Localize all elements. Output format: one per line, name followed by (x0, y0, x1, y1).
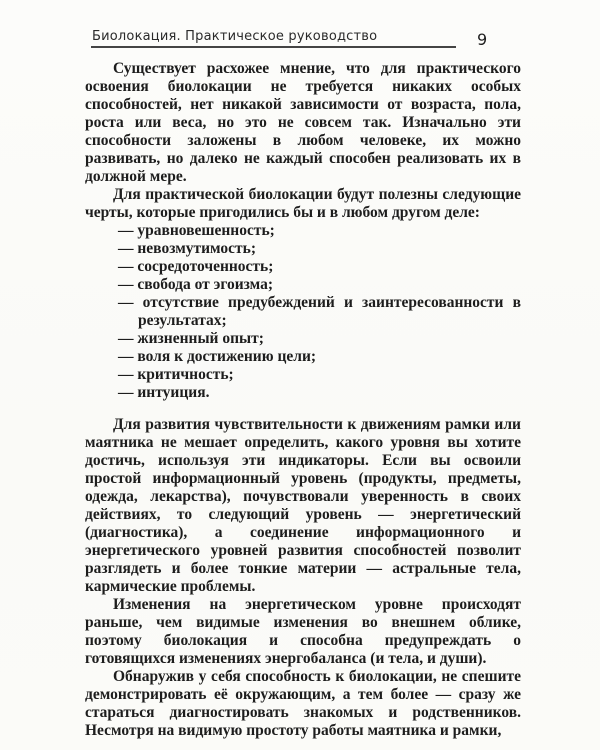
list-item: — отсутствие предубеждений и заинтересованности в результатах; (118, 294, 521, 329)
list-item: — уравновешенность; (118, 222, 275, 239)
list-item: — интуиция. (118, 384, 210, 401)
page-number: 9 (477, 30, 488, 49)
paragraph-list-intro: Для практической биолокации будут полезны следующие черты, которые пригодились бы и в любом другом деле: (85, 186, 521, 221)
paragraph-energy-changes: Изменения на энергетическом уровне происходят раньше, чем видимые изменения во внешнем облике, поэтому биолокация и способна предупреждать о готовящихся изменениях энергобаланса (и тела, и души). (85, 596, 521, 667)
list-item: — невозмутимость; (118, 240, 257, 257)
list-item: — сосредоточенность; (118, 258, 274, 275)
running-header-title: Биолокация. Практическое руководство (92, 29, 378, 44)
trait-list (85, 222, 521, 402)
page-text-block (85, 60, 521, 740)
list-item: — воля к достижению цели; (118, 348, 317, 365)
paragraph-discovered-ability: Обнаружив у себя способность к биолокации, не спешите демонстрировать её окружающим, а тем более — сразу же стараться диагностировать знакомых и родственников. Несмотря на видимую простоту работы маятника и рамки, (85, 668, 521, 739)
paragraph-intro-abilities: Существует расхожее мнение, что для практического освоения биолокации не требуется никаких особых способностей, нет никакой зависимости от возраста, пола, роста или веса, но это не совсем так. Изначально эти способности заложены в любом человеке, их можно развивать, но далеко не каждый способен реализовать их в должной мере. (85, 60, 521, 185)
paragraph-sensitivity-levels: Для развития чувствительности к движениям рамки или маятника не мешает определить, какого уровня вы хотите достичь, используя эти индикаторы. Если вы освоили простой информационный уровень (продукты, предметы, одежда, лекарства), почувствовали уверенность в своих действиях, то следующий уровень — энергетический (диагностика), а соединение информационного и энергетического уровней развития способностей позволит разглядеть и более тонкие материи — астральные тела, кармические проблемы. (85, 416, 521, 595)
list-item: — жизненный опыт; (118, 330, 264, 347)
list-item: — свобода от эгоизма; (118, 276, 274, 293)
list-item: — критичность; (118, 366, 234, 383)
header-rule (91, 46, 456, 48)
